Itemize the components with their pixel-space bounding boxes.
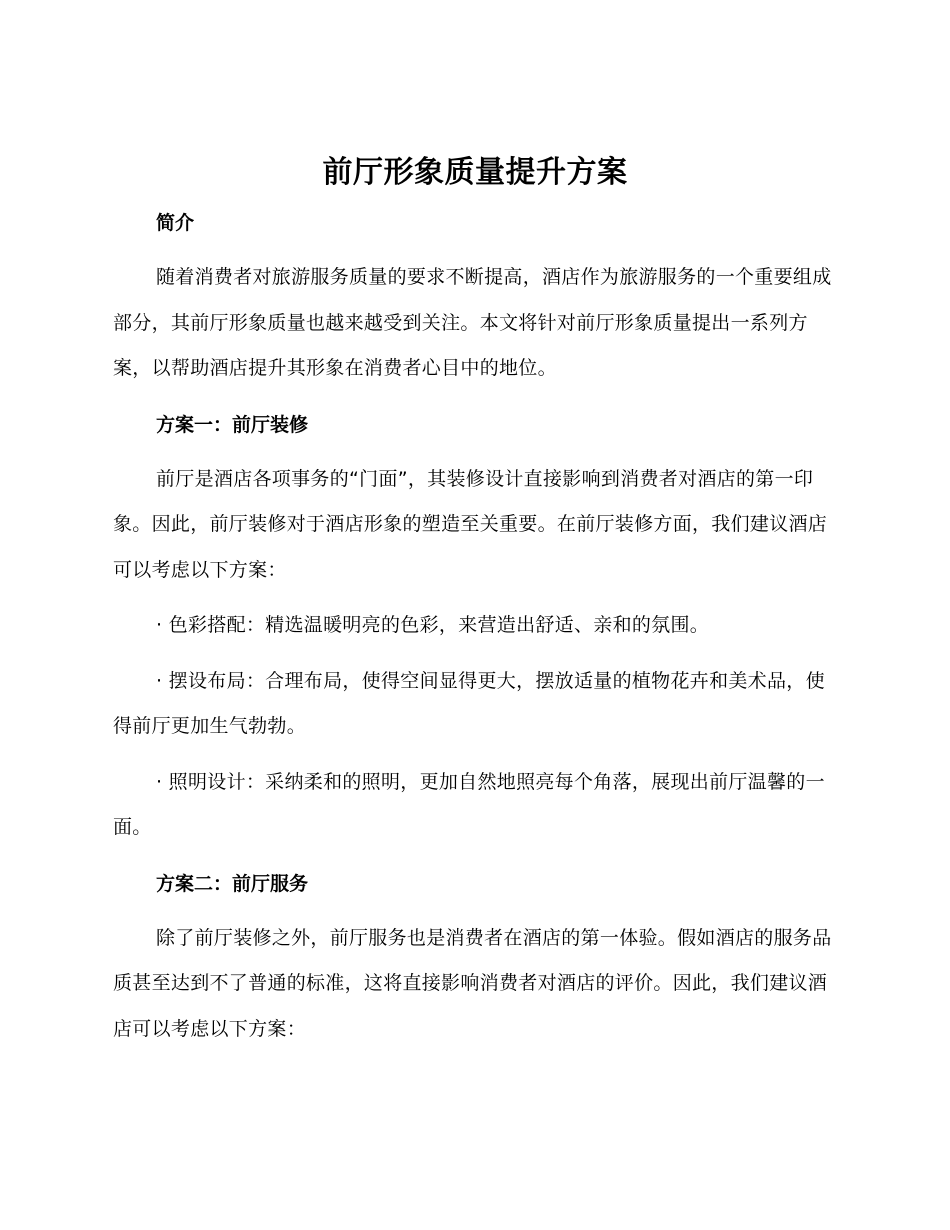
spacer: [113, 750, 835, 760]
plan1-bullet-lighting: · 照明设计：采纳柔和的照明，更加自然地照亮每个角落，展现出前厅温馨的一面。: [113, 770, 825, 838]
plan2-paragraph: 除了前厅装修之外，前厅服务也是消费者在酒店的第一体验。假如酒店的服务品质甚至达到不了普通的标准，这将直接影响消费者对酒店的评价。因此，我们建议酒店可以考虑以下方案：: [113, 926, 832, 1040]
plan1-paragraph: 前厅是酒店各项事务的“门面”，其装修设计直接影响到消费者对酒店的第一印象。因此，前厅装修对于酒店形象的塑造至关重要。在前厅装修方面，我们建议酒店可以考虑以下方案：: [113, 467, 828, 581]
plan2-heading: 方案二：前厅服务: [156, 872, 309, 895]
plan1-heading: 方案一：前厅装修: [156, 413, 309, 436]
spacer: [113, 851, 835, 861]
document-title: 前厅形象质量提升方案: [322, 155, 628, 190]
spacer: [113, 448, 835, 457]
plan1-bullet-color: · 色彩搭配：精选温暖明亮的色彩，来营造出舒适、亲和的氛围。: [156, 614, 710, 636]
document-body: [113, 200, 835, 1052]
spacer: [113, 593, 835, 603]
intro-paragraph: 随着消费者对旅游服务质量的要求不断提高，酒店作为旅游服务的一个重要组成部分，其前厅形象质量也越来越受到关注。本文将针对前厅形象质量提出一系列方案，以帮助酒店提升其形象在消费者心目中的地位。: [113, 266, 832, 379]
spacer: [113, 392, 835, 402]
spacer: [113, 649, 835, 659]
intro-heading: 简介: [156, 212, 195, 234]
spacer: [113, 246, 835, 255]
spacer: [113, 907, 835, 916]
plan1-bullet-layout: · 摆设布局：合理布局，使得空间显得更大，摆放适量的植物花卉和美术品，使得前厅更加生气勃勃。: [113, 669, 825, 737]
